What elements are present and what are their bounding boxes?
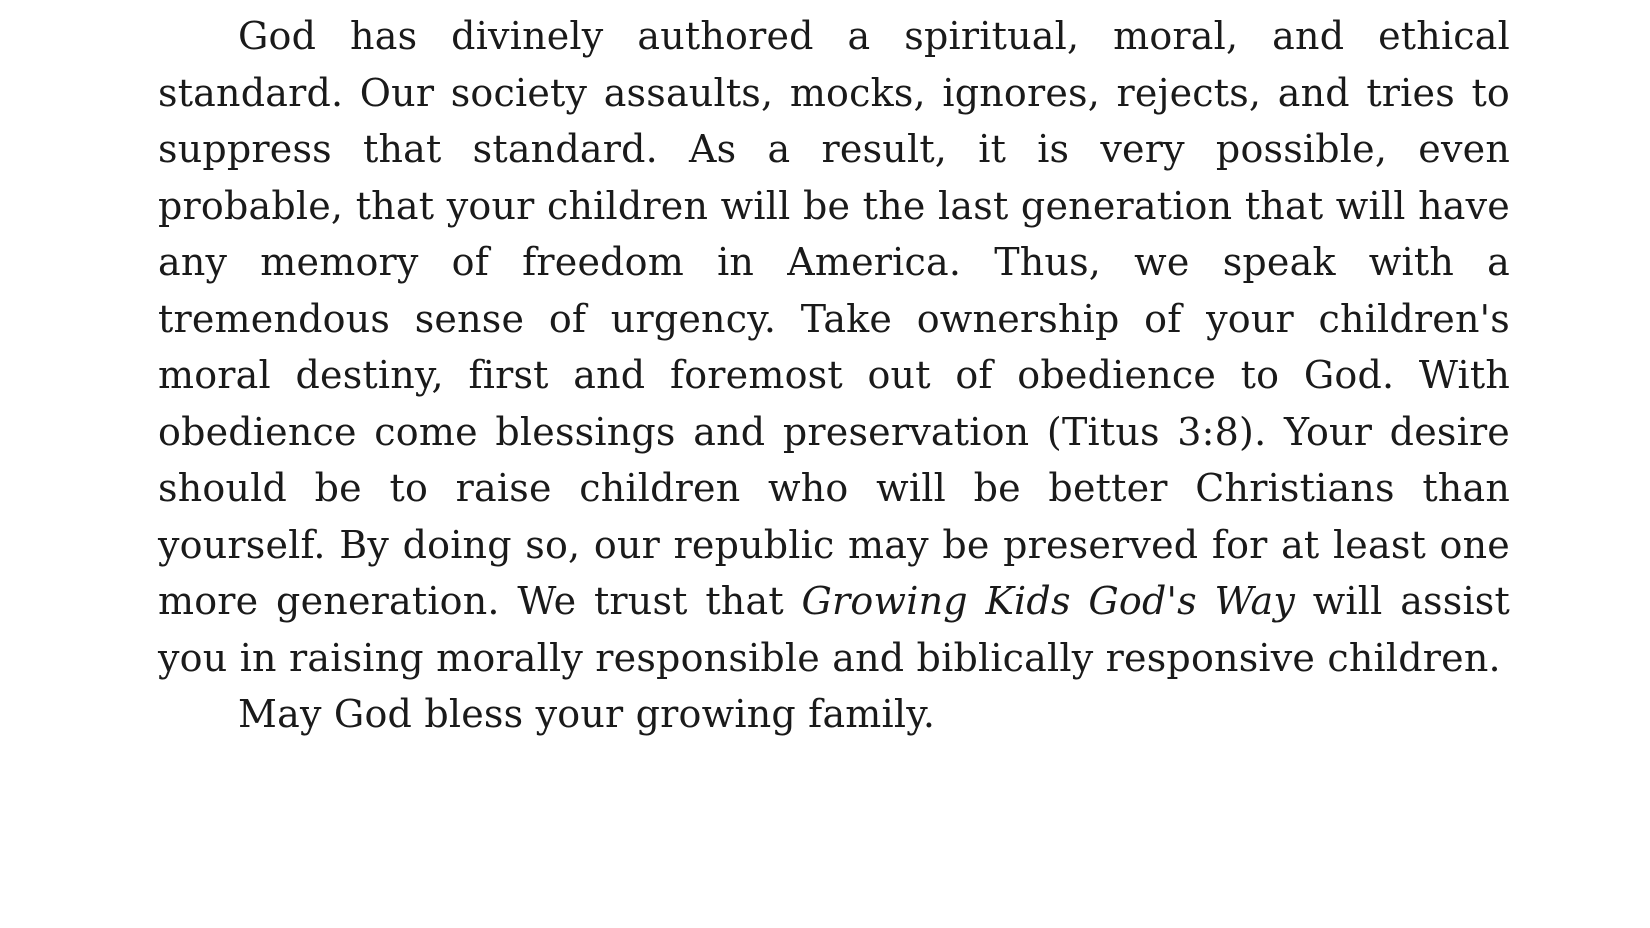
book-title: Growing Kids God's Way: [801, 579, 1296, 623]
paragraph-standard: [158, 8, 1510, 686]
paragraph-text-end: will assist you in raising morally responsible and biblically responsive children.: [158, 579, 1510, 680]
paragraph-text-start: God has divinely authored a spiritual, moral, and ethical standard. Our society assaults, mocks, ignores, rejects, and tries to suppress that standard. As a result, it is very possible, even probable, that your children will be the last generation that will have any memory of freedom in America. Thus, we speak with a tremendous sense of urgency. Take ownership of your children's moral destiny, first and foremost out of obedience to God. With obedience come blessings and preservation (Titus 3:8). Your desire should be to raise children who will be better Christians than yourself. By doing so, our republic may be preserved for at least one more generation. We trust that: [158, 14, 1510, 623]
paragraph-blessing: May God bless your growing family.: [238, 692, 936, 736]
body-text: [158, 8, 1510, 743]
